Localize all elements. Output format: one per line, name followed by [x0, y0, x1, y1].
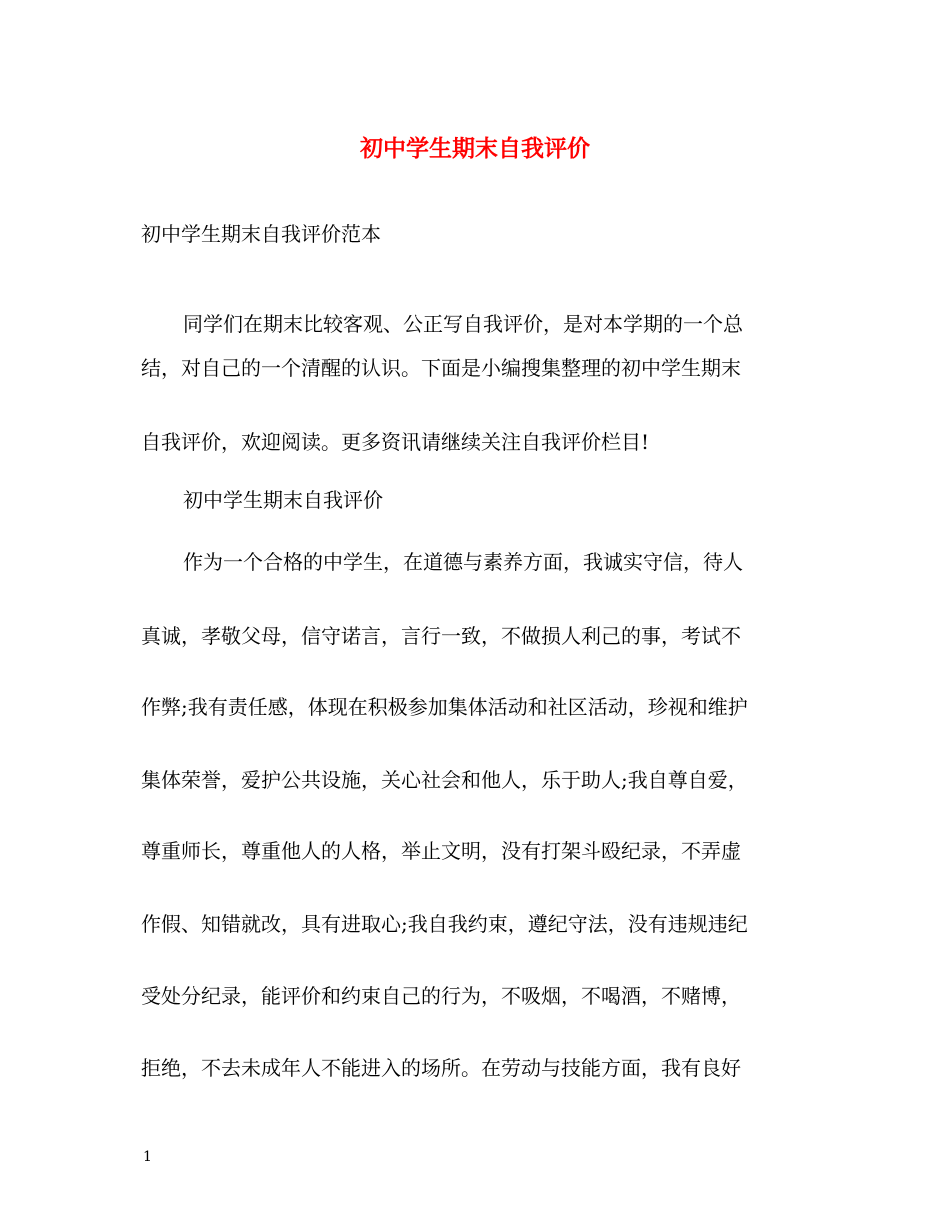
body-line: 作弊;我有责任感，体现在积极参加集体活动和社区活动，珍视和维护: [141, 695, 748, 719]
intro-line: 结，对自己的一个清醒的认识。下面是小编搜集整理的初中学生期末: [141, 356, 741, 380]
body-line: 真诚，孝敬父母，信守诺言，言行一致，不做损人利己的事，考试不: [141, 624, 741, 648]
section-heading: 初中学生期末自我评价: [183, 488, 383, 512]
body-line: 作假、知错就改，具有进取心;我自我约束，遵纪守法，没有违规违纪: [141, 912, 748, 936]
document-subtitle: 初中学生期末自我评价范本: [141, 222, 381, 246]
intro-line: 自我评价，欢迎阅读。更多资讯请继续关注自我评价栏目!: [141, 430, 650, 454]
body-line: 作为一个合格的中学生，在道德与素养方面，我诚实守信，待人: [183, 550, 743, 574]
page-number: 1: [143, 1149, 152, 1165]
intro-line: 同学们在期末比较客观、公正写自我评价，是对本学期的一个总: [183, 312, 743, 336]
body-line: 受处分纪录，能评价和约束自己的行为，不吸烟，不喝酒，不赌博，: [141, 984, 741, 1008]
body-line: 集体荣誉，爱护公共设施，关心社会和他人，乐于助人;我自尊自爱，: [141, 768, 748, 792]
body-line: 拒绝，不去未成年人不能进入的场所。在劳动与技能方面，我有良好: [141, 1056, 741, 1080]
body-line: 尊重师长，尊重他人的人格，举止文明，没有打架斗殴纪录，不弄虚: [141, 839, 741, 863]
document-title: 初中学生期末自我评价: [360, 135, 590, 162]
